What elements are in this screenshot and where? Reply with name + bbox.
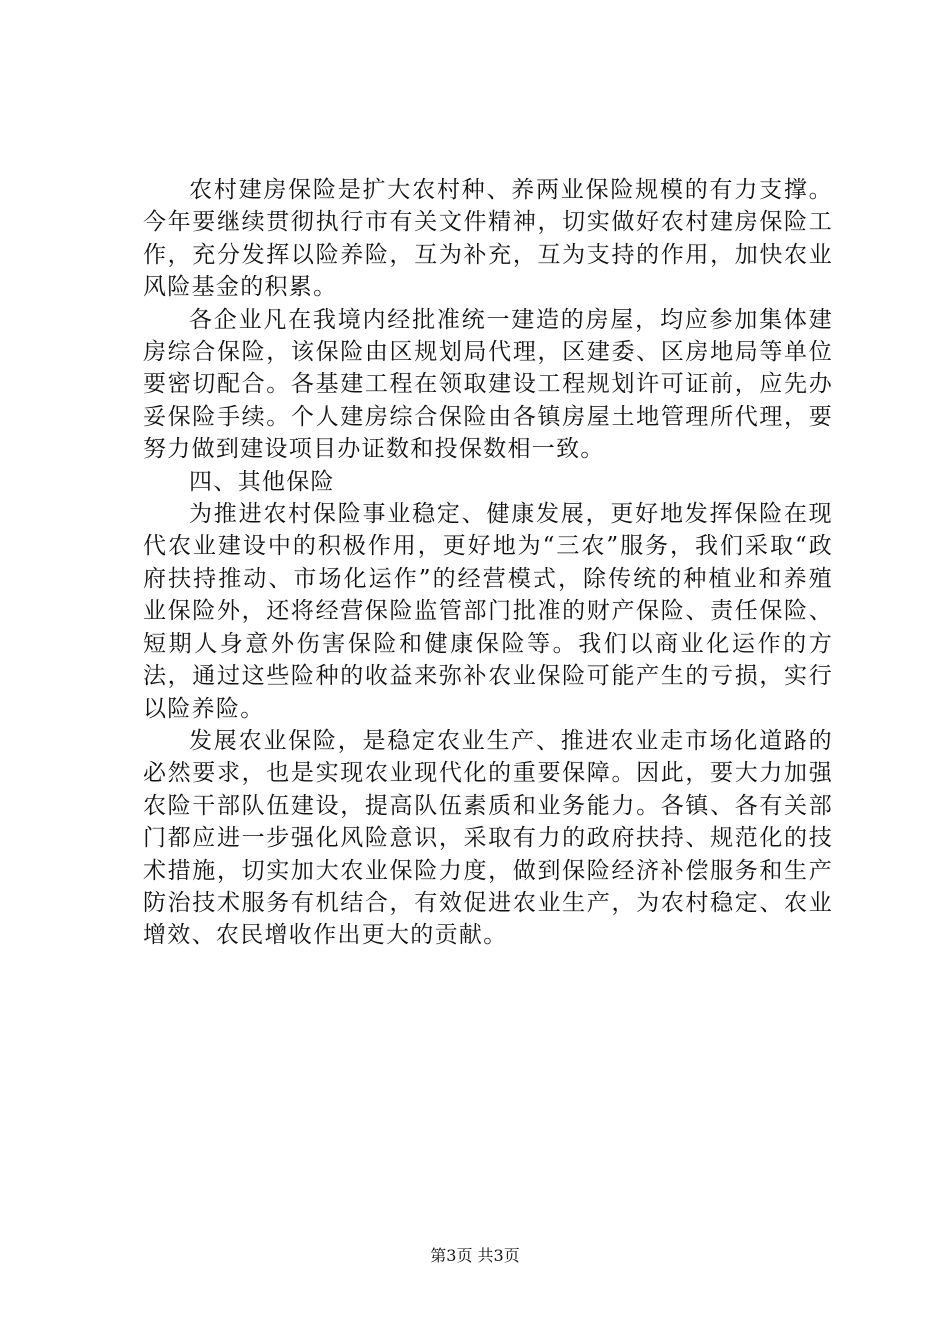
section-heading-other-insurance: 四、其他保险 — [189, 468, 335, 495]
paragraph-conclusion: 发展农业保险，是稳定农业生产、推进农业走市场化道路的必然要求，也是实现农业现代化的重要保障。因此，要大力加强农险干部队伍建设，提高队伍素质和业务能力。各镇、各有关部门都应进一步强化风险意识，采取有力的政府扶持、规范化的技术措施，切实加大农业保险力度，做到保险经济补偿服务和生产防治技术服务有机结合，有效促进农业生产，为农村稳定、农业增效、农民增收作出更大的贡献。 — [143, 727, 833, 949]
page-number-footer: 第3页 共3页 — [430, 1246, 520, 1265]
document-body — [143, 174, 833, 952]
paragraph-rural-housing-insurance: 农村建房保险是扩大农村种、养两业保险规模的有力支撑。今年要继续贯彻执行市有关文件精神，切实做好农村建房保险工作，充分发挥以险养险，互为补充，互为支持的作用，加快农业风险基金的积累。 — [143, 177, 833, 301]
paragraph-enterprise-housing-insurance: 各企业凡在我境内经批准统一建造的房屋，均应参加集体建房综合保险，该保险由区规划局代理，区建委、区房地局等单位要密切配合。各基建工程在领取建设工程规划许可证前，应先办妥保险手续。个人建房综合保险由各镇房屋土地管理所代理，要努力做到建设项目办证数和投保数相一致。 — [143, 306, 833, 463]
paragraph-other-insurance: 为推进农村保险事业稳定、健康发展，更好地发挥保险在现代农业建设中的积极作用，更好地为“三农”服务，我们采取“政府扶持推动、市场化运作”的经营模式，除传统的种植业和养殖业保险外，还将经营保险监管部门批准的财产保险、责任保险、短期人身意外伤害保险和健康保险等。我们以商业化运作的方法，通过这些险种的收益来弥补农业保险可能产生的亏损，实行以险养险。 — [143, 501, 833, 722]
